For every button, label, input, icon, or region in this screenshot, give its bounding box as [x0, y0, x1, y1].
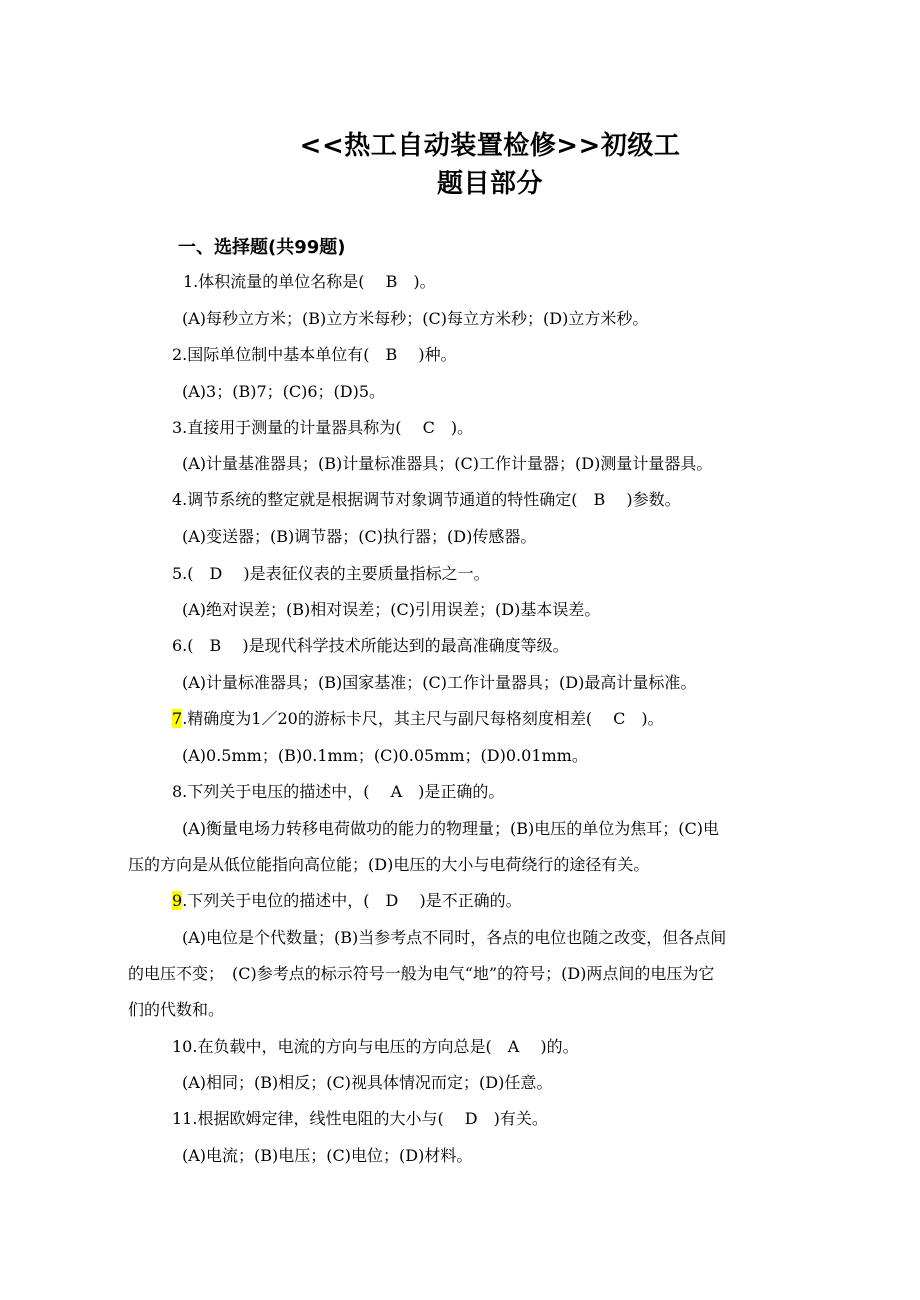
question-text: ( D )是表征仪表的主要质量指标之一。 [187, 564, 490, 583]
question-number-highlight: 9 [172, 891, 183, 910]
question-10 [172, 1035, 579, 1059]
question-9-options-line-1: (A)电位是个代数量；(B)当参考点不同时，各点的电位也随之改变，但各点间 [182, 928, 727, 947]
question-8 [172, 780, 504, 804]
question-1 [183, 270, 436, 294]
question-4 [172, 488, 681, 512]
question-9-options-line-3: 们的代数和。 [128, 1000, 225, 1019]
question-8-options-line-2: 压的方向是从低位能指向高位能；(D)电压的大小与电荷绕行的途径有关。 [128, 855, 650, 874]
question-number: 11. [172, 1109, 198, 1128]
question-text: 调节系统的整定就是根据调节对象调节通道的特性确定( B )参数。 [187, 490, 681, 509]
question-number-highlight: 7 [172, 709, 183, 728]
question-text: 下列关于电压的描述中，( A )是正确的。 [187, 782, 505, 801]
question-text: 国际单位制中基本单位有( B )种。 [187, 345, 457, 364]
question-5 [172, 562, 490, 586]
question-4-options: (A)变送器；(B)调节器；(C)执行器；(D)传感器。 [182, 527, 537, 546]
question-6-options: (A)计量标准器具；(B)国家基准；(C)工作计量器具；(D)最高计量标准。 [182, 673, 697, 692]
question-number: 4. [172, 490, 188, 509]
question-2 [172, 343, 457, 367]
question-text: 直接用于测量的计量器具称为( C )。 [187, 418, 474, 437]
question-number: 3. [172, 418, 188, 437]
question-8-options-line-1: (A)衡量电场力转移电荷做功的能力的物理量；(B)电压的单位为焦耳；(C)电 [182, 819, 720, 838]
question-text: 下列关于电位的描述中，( D )是不正确的。 [187, 891, 522, 910]
question-text: 根据欧姆定律，线性电阻的大小与( D )有关。 [197, 1109, 548, 1128]
question-1-options: (A)每秒立方米；(B)立方米每秒；(C)每立方米秒；(D)立方米秒。 [182, 309, 649, 328]
question-3 [172, 416, 473, 440]
section-heading: 一、选择题(共99题) [178, 237, 346, 258]
question-text: 精确度为1／20的游标卡尺，其主尺与副尺每格刻度相差( C )。 [187, 709, 664, 728]
question-7-options: (A)0.5mm；(B)0.1mm；(C)0.05mm；(D)0.01mm。 [182, 746, 588, 765]
question-number: 6. [172, 636, 188, 655]
question-11-options: (A)电流；(B)电压；(C)电位；(D)材料。 [182, 1146, 473, 1165]
question-text: 体积流量的单位名称是( B )。 [198, 272, 436, 291]
question-number: 1. [183, 272, 199, 291]
question-number: 10. [172, 1037, 198, 1056]
question-9-options-line-2: 的电压不变； (C)参考点的标示符号一般为电气“地”的符号；(D)两点间的电压为它 [128, 964, 715, 983]
question-number: 5. [172, 564, 188, 583]
question-6 [172, 634, 569, 658]
question-9 [172, 889, 522, 913]
question-text: ( B )是现代科学技术所能达到的最高准确度等级。 [187, 636, 569, 655]
question-3-options: (A)计量基准器具；(B)计量标准器具；(C)工作计量器；(D)测量计量器具。 [182, 454, 713, 473]
document-subtitle: 题目部分 [436, 169, 543, 199]
question-2-options: (A)3；(B)7；(C)6；(D)5。 [182, 382, 386, 401]
question-number-dot: . [182, 709, 188, 728]
question-7 [172, 707, 664, 731]
question-text: 在负载中，电流的方向与电压的方向总是( A )的。 [197, 1037, 579, 1056]
question-number: 2. [172, 345, 188, 364]
question-number: 8. [172, 782, 188, 801]
question-10-options: (A)相同；(B)相反；(C)视具体情况而定；(D)任意。 [182, 1073, 553, 1092]
question-5-options: (A)绝对误差；(B)相对误差；(C)引用误差；(D)基本误差。 [182, 600, 601, 619]
question-number-dot: . [182, 891, 188, 910]
question-11 [172, 1107, 548, 1131]
document-title: <<热工自动装置检修>>初级工 [299, 131, 681, 161]
